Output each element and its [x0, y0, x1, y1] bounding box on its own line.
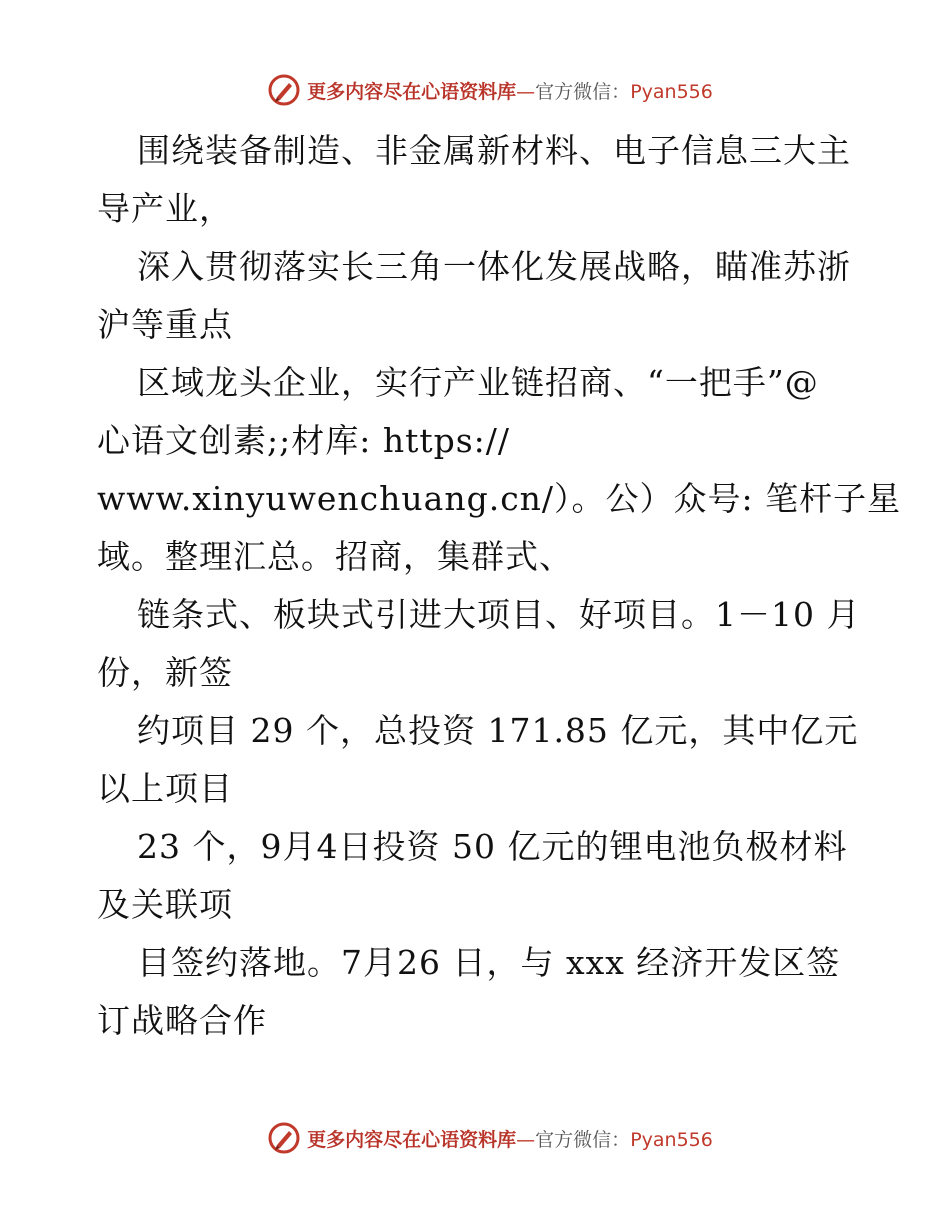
body-line: 及关联项 [97, 885, 233, 924]
pen-logo-icon [267, 73, 301, 107]
body-line: www.xinyuwenchuang.cn/）。公）众号: 笔杆子星 [97, 479, 902, 518]
body-line: 心语文创素;;材库: https:// [97, 421, 511, 460]
header-banner-inner [267, 73, 713, 107]
header-banner-text [307, 77, 713, 104]
footer-brand: 更多内容尽在心语资料库 [307, 1128, 517, 1151]
body-line: 链条式、板块式引进大项目、好项目。1－10 月 [137, 595, 861, 634]
header-wechat-id: Pyan556 [630, 80, 713, 103]
header-wechat-label: 官方微信： [535, 80, 631, 103]
footer-wechat-id: Pyan556 [630, 1128, 713, 1151]
footer-banner-text [307, 1125, 713, 1152]
body-line: 23 个，9月4日投资 50 亿元的锂电池负极材料 [137, 827, 848, 866]
body-line: 导产业， [97, 189, 233, 228]
body-line: 域。整理汇总。招商，集群式、 [97, 537, 573, 576]
body-line: 沪等重点 [97, 305, 233, 344]
footer-banner-inner [267, 1121, 713, 1155]
body-line: 围绕装备制造、非金属新材料、电子信息三大主 [137, 131, 851, 170]
header-banner [0, 70, 950, 110]
footer-wechat-label: 官方微信： [535, 1128, 631, 1151]
pen-logo-icon [267, 1121, 301, 1155]
body-line: 份，新签 [97, 653, 233, 692]
body-line: 深入贯彻落实长三角一体化发展战略，瞄准苏浙 [137, 247, 851, 286]
body-line: 目签约落地。7月26 日，与 xxx 经济开发区签 [137, 943, 841, 982]
header-brand: 更多内容尽在心语资料库 [307, 80, 517, 103]
header-dash: — [516, 80, 536, 103]
body-line: 订战略合作 [97, 1001, 267, 1040]
body-line: 约项目 29 个，总投资 171.85 亿元，其中亿元 [137, 711, 859, 750]
footer-banner [0, 1118, 950, 1158]
body-line: 区域龙头企业，实行产业链招商、“一把手”@ [137, 363, 819, 402]
body-line: 以上项目 [97, 769, 233, 808]
document-body [97, 122, 902, 1050]
footer-dash: — [516, 1128, 536, 1151]
